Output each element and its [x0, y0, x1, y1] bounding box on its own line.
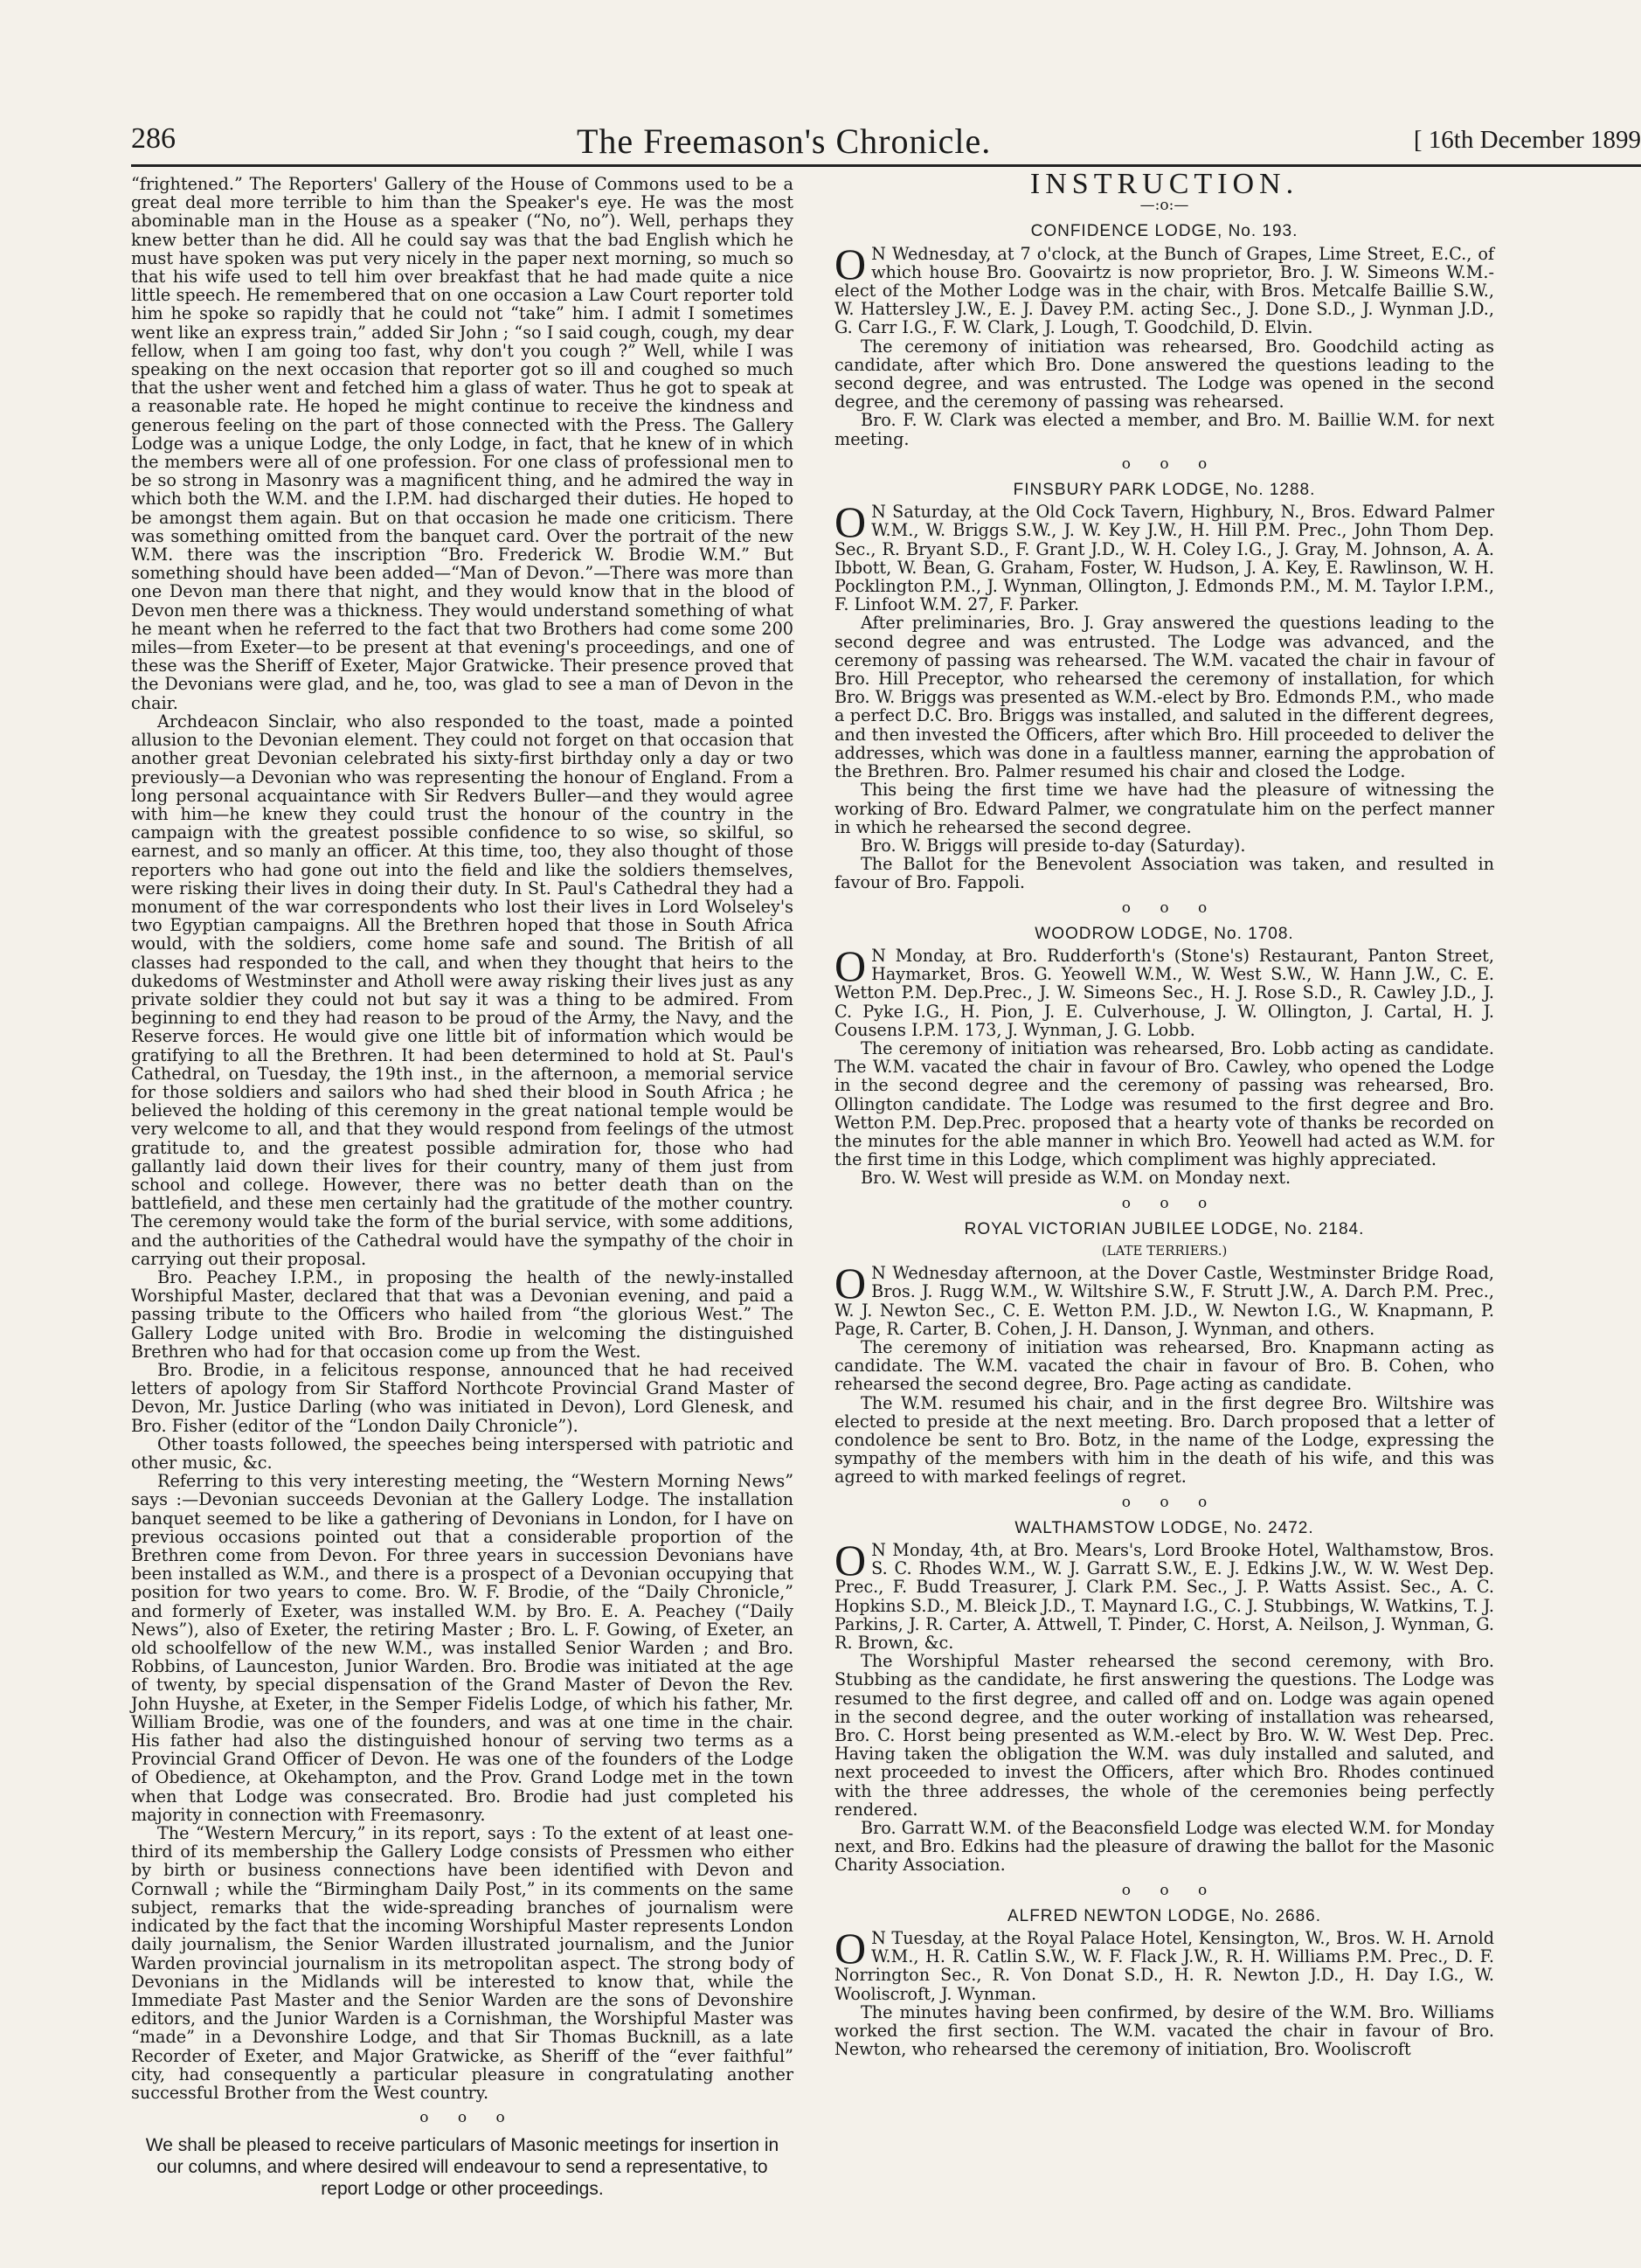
drop-cap: O	[834, 239, 867, 288]
report-paragraph: Bro. Garratt W.M. of the Beaconsfield Lodge was elected W.M. for Monday next, and Bro. Edkins had the pleasure of drawing the ballot for the Masonic Charity Association.	[834, 1818, 1494, 1876]
ornament-divider: o o o	[1121, 454, 1208, 473]
editorial-notice: We shall be pleased to receive particulars of Masonic meetings for insertion in our columns, and where desired will endeavour to send a representative, to report Lodge or other proceedings.	[145, 2135, 779, 2200]
report-paragraph: Bro. F. W. Clark was elected a member, and Bro. M. Baillie W.M. for next meeting.	[834, 410, 1494, 449]
report-paragraph: After preliminaries, Bro. J. Gray answered the questions leading to the second degree and was entrusted. The Lodge was advanced, and the ceremony of passing was rehearsed. The W.M. vacated the chair in favour of Bro. Hill Preceptor, who rehearsed the ceremony of installation, for which Bro. W. Briggs was presented as W.M.-elect by Bro. Edmonds P.M., who made a perfect D.C. Bro. Briggs was installed, and saluted in the different degrees, and then invested the Officers, after which Bro. Hill proceeded to deliver the addresses, which was done in a faultless manner, earning the approbation of the Brethren. Bro. Palmer resumed his chair and closed the Lodge.	[834, 613, 1494, 782]
report-paragraph: Bro. W. West will preside as W.M. on Monday next.	[861, 1168, 1291, 1189]
header-rule	[131, 164, 1641, 167]
ornament-divider: o o o	[1121, 898, 1208, 917]
lodge-title: CONFIDENCE LODGE, No. 193.	[1030, 222, 1298, 241]
report-paragraph: The minutes having been confirmed, by desire of the W.M. Bro. Williams worked the first section. The W.M. vacated the chair in favour of Bro. Newton, who rehearsed the ceremony of initiation, Bro. Wooliscroft	[834, 2001, 1494, 2060]
ornament-divider: o o o	[419, 2109, 505, 2127]
left-column	[131, 175, 793, 2200]
section-title: INSTRUCTION.	[1029, 168, 1299, 200]
lodge-report	[834, 1924, 1494, 2060]
left-paragraph-4: Bro. Brodie, in a felicitous response, announced that he had received letters of apology from Sir Stafford Northcote Provincial Grand Master of Devon, Mr. Justice Darling (who was initiated in Devon), Lord Glenesk, and Bro. Fisher (editor of the “London Daily Chronicle”).	[131, 1360, 793, 1436]
report-text: N Tuesday, at the Royal Palace Hotel, Kensington, W., Bros. W. H. Arnold W.M., H. R. Catlin S.W., W. F. Flack J.W., R. H. Williams P.M. Prec., D. F. Norrington Sec., R. Von Donat S.D., H. R. Newton J.D., H. Day I.G., W. Wooliscroft, J. Wynman.	[834, 1928, 1494, 2004]
page-header	[131, 121, 1641, 164]
left-paragraph-2: Archdeacon Sinclair, who also responded to the toast, made a pointed allusion to the Devonian element. They could not forget on that occasion that another great Devonian celebrated his sixty-first birthday only a day or two previously—a Devonian who was representing the honour of England. From a long personal acquaintance with Sir Redvers Buller—and they would agree with him—he knew they could trust the honour of the country in the campaign with the greatest possible confidence to so wise, so skilful, so earnest, and so manly an officer. At this time, too, they also thought of those reporters who had gone out into the field and like the soldiers themselves, were risking their lives in doing their duty. In St. Paul's Cathedral they had a monument of the war correspondents who lost their lives in Lord Wolseley's two Egyptian campaigns. All the Brethren hoped that those in South Africa would, with the soldiers, come home safe and sound. The British of all classes had responded to the call, and when they thought that heirs to the dukedoms of Westminster and Atholl were away risking their lives just as any private soldier they could not but say it was a thing to be admired. From beginning to end they had reason to be proud of the Army, the Navy, and the Reserve forces. He would give one little bit of information which would be gratifying to all the Brethren. It had been determined to hold at St. Paul's Cathedral, on Tuesday, the 19th inst., in the afternoon, a memorial service for those soldiers and sailors who had shed their blood in South Africa ; he believed the holding of this ceremony in the great national temple would be very welcome to all, and that they would respond from feelings of the utmost gratitude to, and the greatest possible admiration for, those who had gallantly laid down their lives for their country, many of them just from school and college. However, there was no better death than on the battlefield, and these men certainly had the gratitude of the mother country. The ceremony would take the form of the burial service, with some additions, and the authorities of the Cathedral would have the sympathy of the choir in carrying out their proposal.	[131, 711, 793, 1269]
report-paragraph: The ceremony of initiation was rehearsed, Bro. Goodchild acting as candidate, after which Bro. Done answered the questions leading to the second degree, and was entrusted. The Lodge was opened in the second degree, and the ceremony of passing was rehearsed.	[834, 336, 1494, 413]
lodge-title: FINSBURY PARK LODGE, No. 1288.	[1013, 481, 1316, 500]
lodge-report	[834, 940, 1494, 1189]
drop-cap: O	[834, 497, 867, 547]
report-paragraph	[834, 1924, 1494, 2004]
left-paragraph-6: Referring to this very interesting meeting, the “Western Morning News” says :—Devonian succeeds Devonian at the Gallery Lodge. The installation banquet seemed to be like a gathering of Devonians in London, for I have on previous occasions pointed out that a considerable proportion of the Brethren come from Devon. For three years in succession Devonians have been installed as W.M., and there is a prospect of a Devonian occupying that position for two years to come. Bro. W. F. Brodie, of the “Daily Chronicle,” and formerly of Exeter, was installed W.M. by Bro. E. A. Peachey (“Daily News”), also of Exeter, the retiring Master ; Bro. L. F. Gowing, of Exeter, an old schoolfellow of the new W.M., was installed Senior Warden ; and Bro. Robbins, of Launceston, Junior Warden. Bro. Brodie was initiated at the age of twenty, by special dispensation of the Grand Master of Devon the Rev. John Huyshe, at Exeter, in the Semper Fidelis Lodge, of which his father, Mr. William Brodie, was one of the founders, and was at one time in the chair. His father had also the distinguished honour of serving two terms as a Provincial Grand Officer of Devon. He was one of the founders of the Lodge of Obedience, at Okehampton, and the Prov. Grand Lodge met in the town when that Lodge was consecrated. Bro. Brodie had just completed his majority in connection with Freemasonry.	[131, 1471, 793, 1825]
report-paragraph	[834, 940, 1494, 1040]
drop-cap: O	[834, 940, 867, 990]
report-text: N Wednesday, at 7 o'clock, at the Bunch of Grapes, Lime Street, E.C., of which house Bro. Goovairtz is now proprietor, Bro. J. W. Simeons W.M.-elect of the Mother Lodge was in the chair, with Bros. Metcalfe Baillie S.W., W. Hattersley J.W., E. J. Davey P.M. acting Sec., J. Done S.D., J. Wynman J.D., G. Carr I.G., F. W. Clark, J. Lough, T. Goodchild, D. Elvin.	[834, 243, 1494, 338]
page-number: 286	[131, 122, 176, 155]
report-text: N Monday, at Bro. Rudderforth's (Stone's) Restaurant, Panton Street, Haymarket, Bros. G. Yeowell W.M., W. West S.W., W. Hann J.W., C. E. Wetton P.M. Dep.Prec., J. W. Simeons Sec., H. J. Rose S.D., R. Cawley J.D., J. C. Pyke I.G., H. Pion, J. E. Culverhouse, J. W. Ollington, J. Cartal, H. J. Cousens I.P.M. 173, J. Wynman, J. G. Lobb.	[834, 945, 1494, 1040]
lodge-report	[834, 497, 1494, 893]
masthead-title: The Freemason's Chronicle.	[577, 121, 992, 161]
ornament-divider: o o o	[1121, 1881, 1208, 1899]
drop-cap: O	[834, 1536, 867, 1585]
report-paragraph: The ceremony of initiation was rehearsed, Bro. Knapmann acting as candidate. The W.M. vacated the chair in favour of Bro. B. Cohen, who rehearsed the second degree, Bro. Page acting as candidate.	[834, 1336, 1494, 1395]
report-text: N Monday, 4th, at Bro. Mears's, Lord Brooke Hotel, Walthamstow, Bros. S. C. Rhodes W.M., W. J. Garratt S.W., E. J. Edkins J.W., W. W. West Dep. Prec., F. Budd Treasurer, J. Clark P.M. Sec., J. P. Watts Assist. Sec., A. C. Hopkins S.D., M. Bleick J.D., T. Maynard I.G., C. J. Stubbings, W. Watkins, T. J. Parkins, J. R. Carter, A. Attwell, T. Pinder, C. Horst, A. Neilson, J. Wynman, G. R. Brown, &c.	[834, 1540, 1494, 1654]
left-paragraph-3: Bro. Peachey I.P.M., in proposing the health of the newly-installed Worshipful Master, declared that that was a Devonian evening, and paid a passing tribute to the Officers who hailed from “the glorious West.” The Gallery Lodge united with Bro. Brodie in welcoming the distinguished Brethren who had for that occasion come up from the West.	[131, 1266, 793, 1362]
report-paragraph: The ceremony of initiation was rehearsed, Bro. Lobb acting as candidate. The W.M. vacated the chair in favour of Bro. Cawley, who opened the Lodge in the second degree and the ceremony of passing was rehearsed, Bro. Ollington candidate. The Lodge was resumed to the first degree and Bro. Wetton P.M. Dep.Prec. proposed that a hearty vote of thanks be recorded on the minutes for the able manner in which Bro. Yeowell had acted as W.M. for the first time in this Lodge, which compliment was highly appreciated.	[834, 1037, 1494, 1170]
lodge-report-list	[834, 222, 1494, 2058]
report-text: N Wednesday afternoon, at the Dover Castle, Westminster Bridge Road, Bros. J. Rugg W.M., W. Wiltshire S.W., F. Strutt J.W., A. Darch P.M. Prec., W. J. Newton Sec., C. E. Wetton P.M. J.D., W. Newton I.G., W. Knapmann, P. Page, R. Carter, B. Cohen, J. H. Danson, J. Wynman, and others.	[834, 1263, 1494, 1339]
ornament-divider: o o o	[1121, 1493, 1208, 1511]
lodge-title: WOODROW LODGE, No. 1708.	[1035, 924, 1294, 943]
report-paragraph	[834, 239, 1494, 338]
report-text: N Saturday, at the Old Cock Tavern, Highbury, N., Bros. Edward Palmer W.M., W. Briggs S.W., J. W. Key J.W., H. Hill P.M. Prec., John Thom Dep. Sec., R. Bryant S.D., F. Grant J.D., W. H. Coley I.G., J. Gray, M. Johnson, A. A. Ibbott, W. Bean, G. Graham, Foster, W. Hudson, J. A. Key, E. Rawlinson, W. H. Pocklington P.M., J. Wynman, Ollington, J. Edmonds P.M., M. M. Taylor I.P.M., F. Linfoot W.M. 27, F. Parker.	[834, 502, 1494, 615]
report-paragraph: The Ballot for the Benevolent Association was taken, and resulted in favour of Bro. Fappoli.	[834, 854, 1494, 893]
ornament-divider: o o o	[1121, 1194, 1208, 1212]
lodge-note: (LATE TERRIERS.)	[1101, 1242, 1228, 1259]
left-paragraph-7: The “Western Mercury,” in its report, says : To the extent of at least one-third of its membership the Gallery Lodge consists of Pressmen who either by birth or business connections have been identified with Devon and Cornwall ; while the “Birmingham Daily Post,” in its comments on the same subject, remarks that the wide-spreading branches of journalism were indicated by the fact that the incoming Worshipful Master represents London daily journalism, the Senior Warden illustrated journalism, and the Junior Warden provincial journalism in its metropolitan aspect. The strong body of Devonians in the Midlands will be interested to know that, while the Immediate Past Master and the Senior Warden are the sons of Devonshire editors, and the Junior Warden is a Cornishman, the Worshipful Master was “made” in a Devonshire Lodge, and that Sir Thomas Bucknill, as a late Recorder of Exeter, and Major Gratwicke, as Sheriff of the “ever faithful” city, had consequently a particular pleasure in congratulating another successful Brother from the West country.	[131, 1823, 793, 2103]
left-paragraph-1: “frightened.” The Reporters' Gallery of the House of Commons used to be a great deal more terrible to him than the Speaker's eye. He was the most abominable man in the House as a speaker (“No, no”). Well, perhaps they knew better than he did. All he could say was that the bad English which he must have spoken was put very nicely in the paper next morning, so much so that his wife used to tell him over breakfast that he had made quite a nice little speech. He remembered that on one occasion a Law Court reporter told him he spoke so rapidly that he could not “take” him. I admit I sometimes went like an express train,” added Sir John ; “so I said cough, cough, my dear fellow, when I am going too fast, why don't you cough ?” Well, while I was speaking on the next occasion that reporter got so ill and coughed so much that the usher went and fetched him a glass of water. Thus he got to speak at a reasonable rate. He hoped he might continue to receive the kindness and generous feeling on the part of those connected with the Press. The Gallery Lodge was a unique Lodge, the only Lodge, in fact, that he knew of in which the members were all of one profession. For one class of professional men to be so strong in Masonry was a magnificent thing, and he admired the way in which both the W.M. and the I.P.M. had discharged their duties. He hoped to be amongst them again. But on that occasion he made one criticism. There was something omitted from the banquet card. Over the portrait of the new W.M. there was the inscription “Bro. Frederick W. Brodie W.M.” But something should have been added—“Man of Devon.”—There was more than one Devon man there that night, and they would know that in the blood of Devon men there was a thickness. They would understand something of what he meant when he referred to the fact that two Brothers had come some 200 miles—from Exeter—to be present at that evening's proceedings, and one of these was the Sheriff of Exeter, Major Gratwicke. Their presence proved that the Devonians were glad, and he, too, was glad to see a man of Devon in the chair.	[131, 174, 793, 713]
right-column	[834, 168, 1494, 2060]
report-paragraph: This being the first time we have had the pleasure of witnessing the working of Bro. Edward Palmer, we congratulate him on the perfect manner in which he rehearsed the second degree.	[834, 780, 1494, 837]
report-paragraph	[834, 1536, 1494, 1654]
report-paragraph: The Worshipful Master rehearsed the second ceremony, with Bro. Stubbing as the candidate, he first answering the questions. The Lodge was resumed to the first degree, and called off and on. Lodge was again opened in the second degree, and the outer working of installation was rehearsed, Bro. C. Horst being presented as W.M.-elect by Bro. W. W. West Dep. Prec. Having taken the obligation the W.M. was duly installed and saluted, and next proceeded to invest the Officers, after which Bro. Rhodes continued with the three addresses, the whole of the ceremonies being perfectly rendered.	[834, 1651, 1494, 1820]
lodge-report	[834, 1259, 1494, 1488]
left-paragraph-5: Other toasts followed, the speeches being interspersed with patriotic and other music, &c.	[131, 1433, 793, 1474]
report-paragraph	[834, 497, 1494, 615]
lodge-title: WALTHAMSTOW LODGE, No. 2472.	[1014, 1518, 1314, 1537]
issue-date: [ 16th December 1899	[1413, 126, 1641, 154]
lodge-title: ALFRED NEWTON LODGE, No. 2686.	[1007, 1906, 1322, 1925]
lodge-title: ROYAL VICTORIAN JUBILEE LODGE, No. 2184.	[964, 1219, 1365, 1238]
drop-cap: O	[834, 1924, 867, 1973]
lodge-report	[834, 239, 1494, 449]
section-subtitle: —:o:—	[1139, 197, 1189, 215]
report-paragraph: The W.M. resumed his chair, and in the first degree Bro. Wiltshire was elected to preside at the next meeting. Bro. Darch proposed that a letter of condolence be sent to Bro. Botz, in the name of the Lodge, expressing the sympathy of the members with him in the death of his wife, and this was agreed to with marked feelings of regret.	[834, 1392, 1494, 1488]
report-paragraph	[834, 1259, 1494, 1339]
report-paragraph: Bro. W. Briggs will preside to-day (Saturday).	[861, 835, 1246, 856]
lodge-report	[834, 1536, 1494, 1876]
drop-cap: O	[834, 1259, 867, 1308]
